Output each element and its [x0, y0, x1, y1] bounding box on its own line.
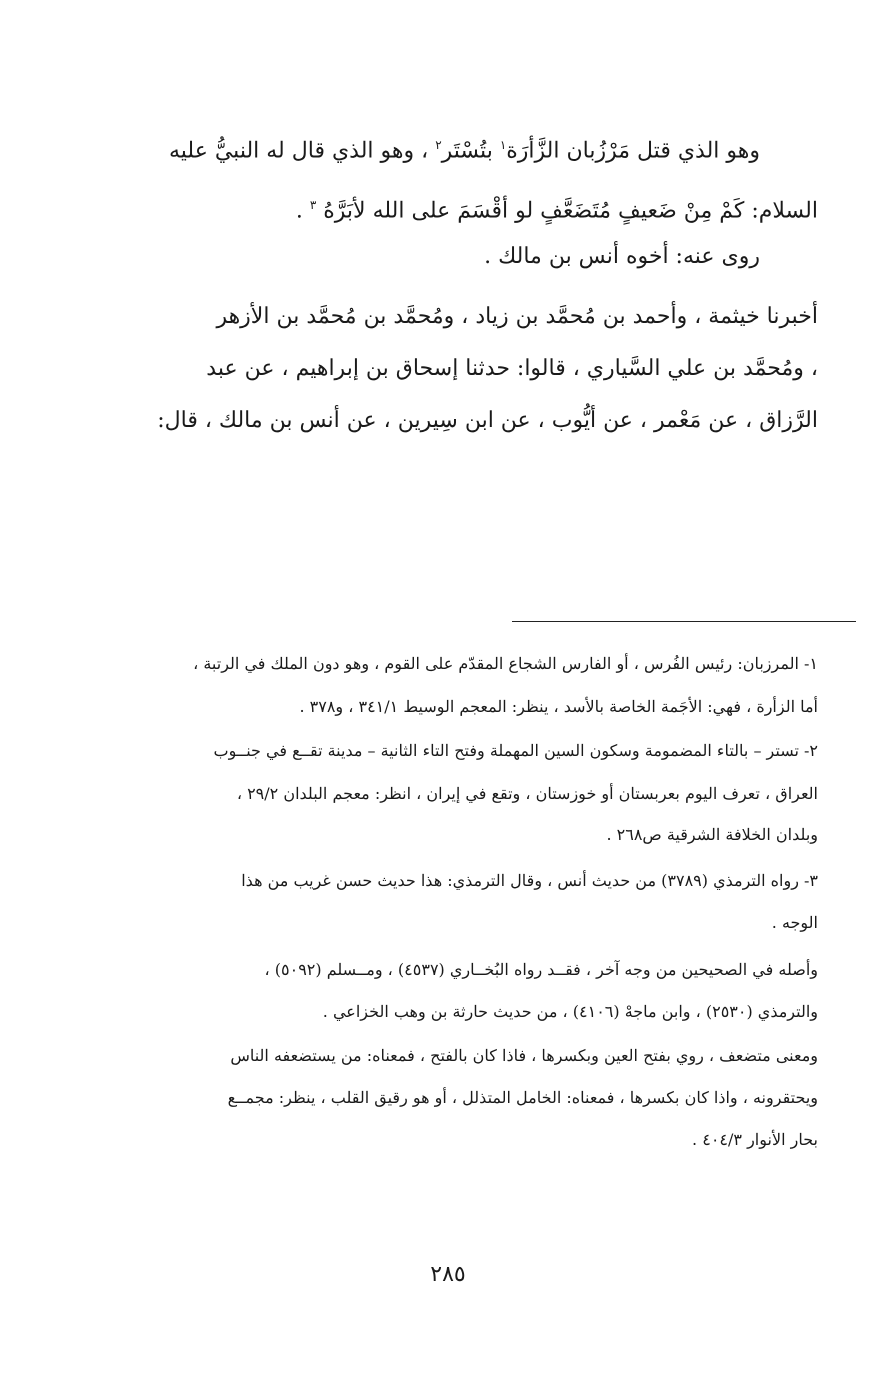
body-line-6: الرَّزاق ، عن مَعْمر ، عن أيُّوب ، عن ابن سِيرين ، عن أنس بن مالك ، قال:: [157, 408, 818, 433]
footnote-3-line-2: الوجه .: [771, 913, 818, 932]
footnote-separator: [512, 621, 856, 622]
body-text: وهو الذي قتل مَرْزُبان الزَّأرَة: [506, 138, 760, 164]
body-line-5: ، ومُحمَّد بن علي السَّياري ، قالوا: حدثنا إسحاق بن إبراهيم ، عن عبد: [206, 356, 818, 381]
footnote-3-line-5: ومعنى متضعف ، روي بفتح العين وبكسرها ، فاذا كان بالفتح ، فمعناه: من يستضعفه الناس: [230, 1046, 818, 1065]
page-number: ٢٨٥: [430, 1262, 466, 1287]
footnote-1-line-1: ١- المرزبان: رئيس الفُرس ، أو الفارس الشجاع المقدّم على القوم ، وهو دون الملك في الرتبة ،: [193, 654, 818, 673]
footnote-2-line-3: وبلدان الخلافة الشرقية ص٢٦٨ .: [606, 825, 818, 844]
footnote-3-line-6: ويحتقرونه ، واذا كان بكسرها ، فمعناه: الخامل المتذلل ، أو هو رقيق القلب ، ينظر: مجمــع: [227, 1088, 818, 1107]
body-text: بتُسْتَر: [441, 138, 500, 164]
footnote-ref-1[interactable]: ١: [499, 138, 507, 152]
body-line-3: روى عنه: أخوه أنس بن مالك .: [484, 244, 760, 269]
footnote-3-line-4: والترمذي (٢٥٣٠) ، وابن ماجهْ (٤١٠٦) ، من حديث حارثة بن وهب الخزاعي .: [322, 1002, 818, 1021]
body-line-1: [80, 118, 760, 178]
footnote-3-line-7: بحار الأنوار ٤٠٤/٣ .: [692, 1130, 818, 1149]
body-text: السلام: كَمْ مِنْ ضَعيفٍ مُتَضَعَّفٍ لو أقْسَمَ على الله لأبَرَّهُ: [323, 198, 818, 224]
body-text: ، وهو الذي قال له النبيُّ عليه: [169, 138, 436, 164]
footnote-1-line-2: أما الزأرة ، فهي: الأجَمة الخاصة بالأسد ، ينظر: المعجم الوسيط ٣٤١/١ ، و٣٧٨ .: [299, 697, 818, 716]
body-text: .: [295, 198, 310, 224]
footnote-2-line-2: العراق ، تعرف اليوم بعربستان أو خوزستان ، وتقع في إيران ، انظر: معجم البلدان ٢٩/٢ ،: [236, 784, 818, 803]
body-line-4: أخبرنا خيثمة ، وأحمد بن مُحمَّد بن زياد ، ومُحمَّد بن مُحمَّد بن الأزهر: [216, 304, 818, 329]
footnote-3-line-3: وأصله في الصحيحين من وجه آخر ، فقــد رواه البُخــاري (٤٥٣٧) ، ومــسلم (٥٠٩٢) ،: [264, 960, 818, 979]
footnote-ref-2[interactable]: ٢: [435, 138, 442, 152]
footnote-ref-3[interactable]: ٣: [309, 198, 317, 212]
footnote-3-line-1: ٣- رواه الترمذي (٣٧٨٩) من حديث أنس ، وقال الترمذي: هذا حديث حسن غريب من هذا: [241, 871, 818, 890]
footnote-2-line-1: ٢- تستر – بالتاء المضمومة وسكون السين المهملة وفتح التاء الثانية – مدينة تقــع في جنــوب: [213, 741, 818, 760]
